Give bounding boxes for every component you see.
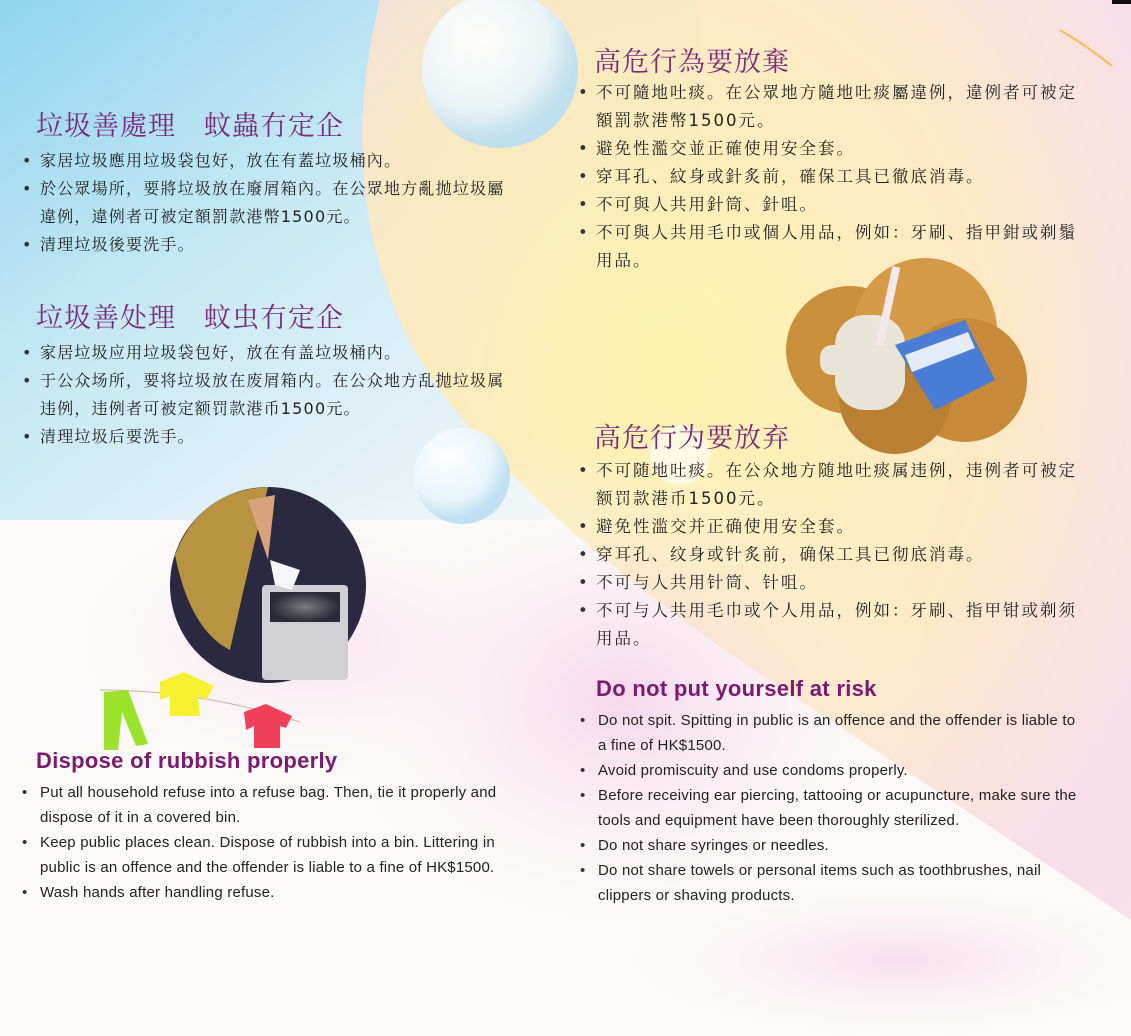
list-item: • 清理垃圾后要洗手。 — [22, 423, 508, 451]
list-item: • 穿耳孔、纹身或针炙前，确保工具已彻底消毒。 — [578, 541, 1078, 569]
rubbish-list-english — [22, 780, 522, 905]
rubbish-list-traditional — [22, 147, 508, 259]
risk-title-traditional: 高危行為要放棄 — [594, 47, 790, 78]
risk-list-english — [580, 708, 1080, 908]
list-item: • 避免性滥交并正确使用安全套。 — [578, 513, 1078, 541]
list-item: • Do not share syringes or needles. — [580, 833, 1080, 858]
list-item: • Wash hands after handling refuse. — [22, 880, 522, 905]
rubbish-photo — [170, 487, 366, 683]
risk-list-simplified — [578, 457, 1078, 653]
rubbish-section-traditional — [36, 104, 556, 259]
list-item: • 不可与人共用针筒、针咀。 — [578, 569, 1078, 597]
risk-section-english — [596, 676, 1096, 908]
list-item: • 穿耳孔、紋身或針炙前，確保工具已徹底消毒。 — [578, 163, 1078, 191]
risk-title-english: Do not put yourself at risk — [596, 676, 877, 701]
rubbish-title-english: Dispose of rubbish properly — [36, 748, 338, 773]
risk-section-simplified — [594, 416, 1094, 653]
rubbish-title-traditional: 垃圾善處理 蚊蟲冇定企 — [36, 111, 344, 142]
rubbish-title-simplified: 垃圾善处理 蚊虫冇定企 — [36, 303, 344, 334]
list-item: • 不可與人共用針筒、針咀。 — [578, 191, 1078, 219]
risk-title-simplified: 高危行为要放弃 — [594, 423, 790, 454]
list-item: • 於公眾場所，要將垃圾放在廢屑箱內。在公眾地方亂拋垃圾屬違例，違例者可被定額罰款港幣1500元。 — [22, 175, 508, 231]
rubbish-section-simplified — [36, 296, 556, 451]
list-item: • 不可隨地吐痰。在公眾地方隨地吐痰屬違例，違例者可被定額罰款港幣1500元。 — [578, 79, 1078, 135]
risk-list-traditional — [578, 79, 1078, 275]
list-item: • Avoid promiscuity and use condoms properly. — [580, 758, 1080, 783]
rubbish-section-english — [36, 748, 536, 905]
risk-section-traditional — [594, 40, 1094, 275]
list-item: • 不可与人共用毛巾或个人用品，例如：牙刷、指甲钳或剃须用品。 — [578, 597, 1078, 653]
list-item: • Do not spit. Spitting in public is an offence and the offender is liable to a fine of HK$1500. — [580, 708, 1080, 758]
list-item: • 不可随地吐痰。在公众地方随地吐痰属违例，违例者可被定额罚款港币1500元。 — [578, 457, 1078, 513]
list-item: • Do not share towels or personal items such as toothbrushes, nail clippers or shaving products. — [580, 858, 1080, 908]
list-item: • 避免性濫交並正確使用安全套。 — [578, 135, 1078, 163]
list-item: • 于公众场所，要将垃圾放在废屑箱内。在公众地方乱抛垃圾属违例，违例者可被定额罚款港币1500元。 — [22, 367, 508, 423]
list-item: • 清理垃圾後要洗手。 — [22, 231, 508, 259]
list-item: • 不可與人共用毛巾或個人用品，例如：牙刷、指甲鉗或剃鬚用品。 — [578, 219, 1078, 275]
list-item: • 家居垃圾应用垃圾袋包好，放在有盖垃圾桶内。 — [22, 339, 508, 367]
list-item: • Put all household refuse into a refuse bag. Then, tie it properly and dispose of it in a covered bin. — [22, 780, 522, 830]
list-item: • 家居垃圾應用垃圾袋包好，放在有蓋垃圾桶內。 — [22, 147, 508, 175]
list-item: • Keep public places clean. Dispose of rubbish into a bin. Littering in public is an offence and the offender is liable to a fine of HK$1500. — [22, 830, 522, 880]
list-item: • Before receiving ear piercing, tattooing or acupuncture, make sure the tools and equipment have been thoroughly sterilized. — [580, 783, 1080, 833]
rubbish-list-simplified — [22, 339, 508, 451]
